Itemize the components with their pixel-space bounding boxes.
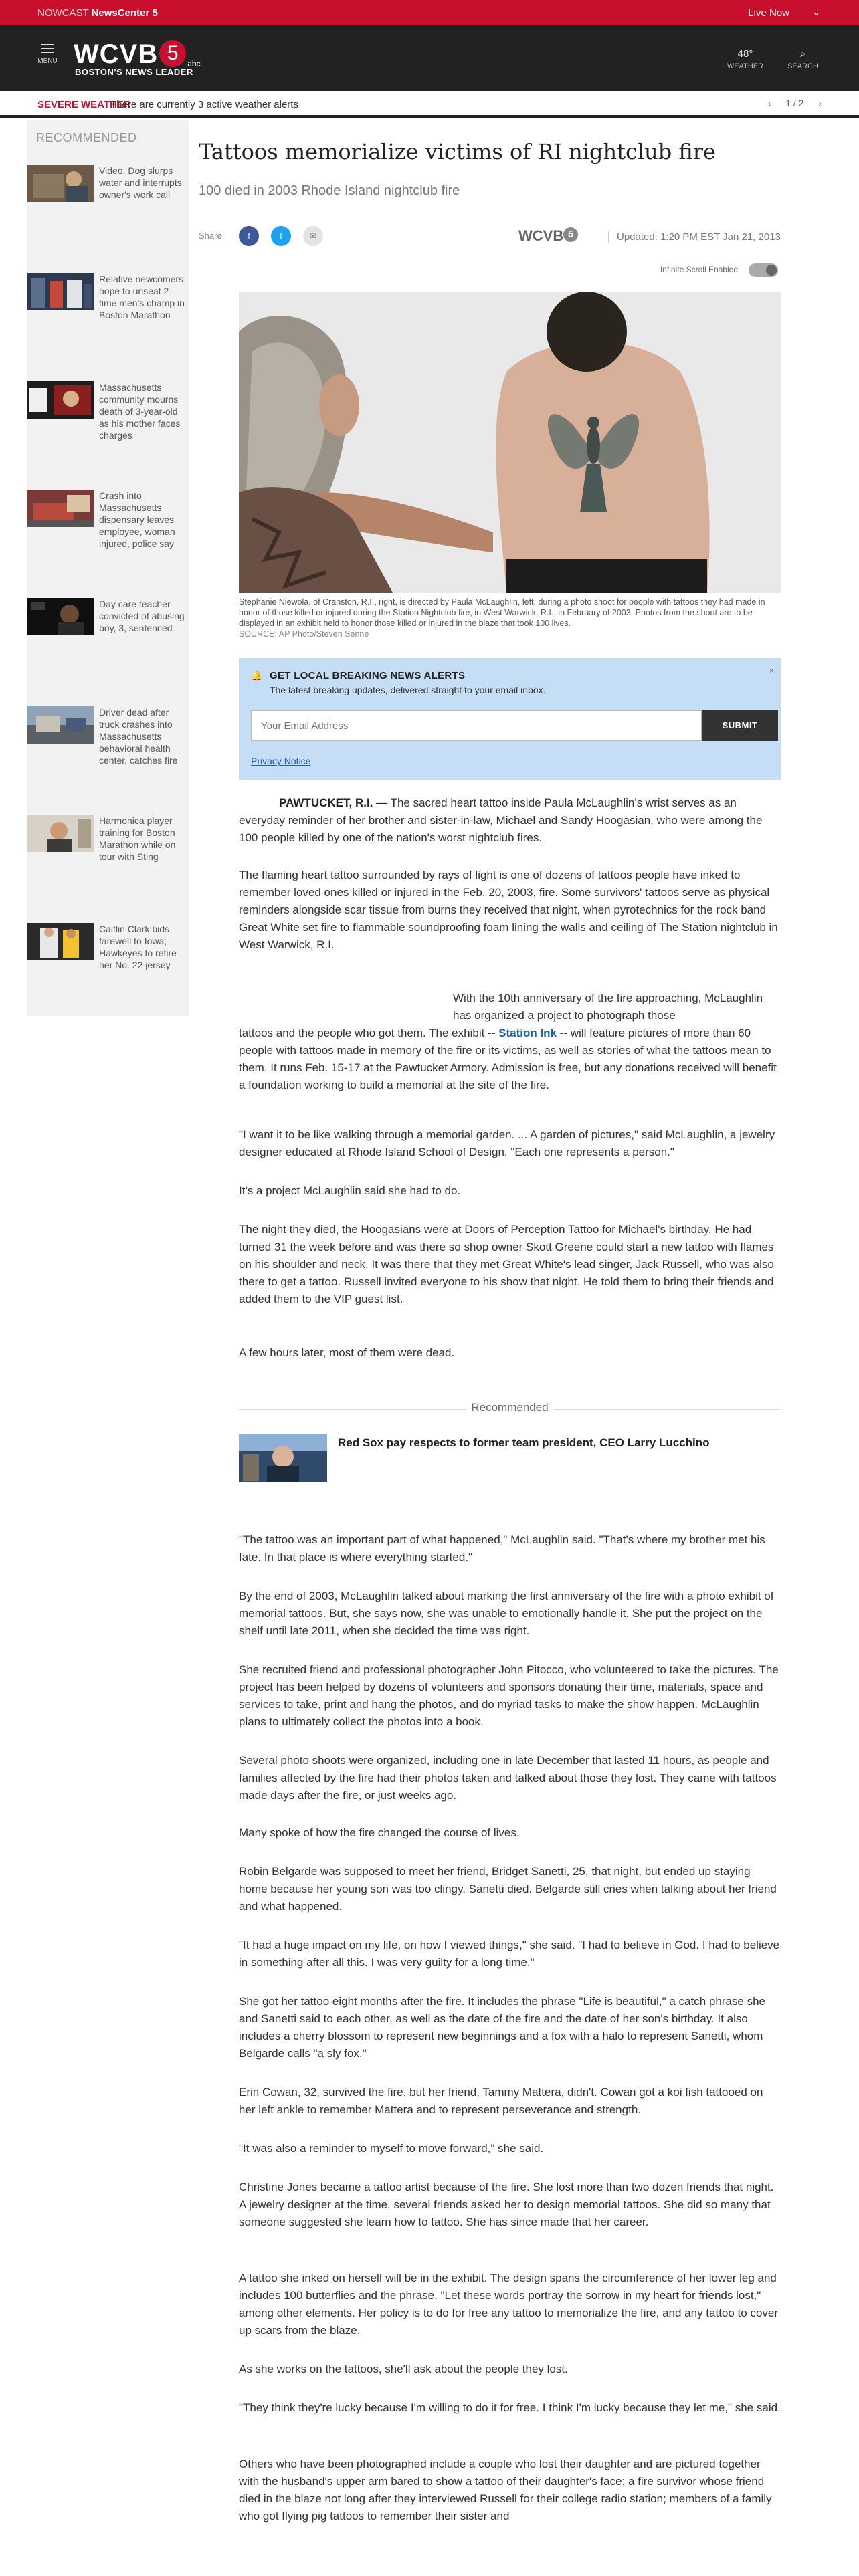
article-paragraph: A few hours later, most of them were dead. xyxy=(239,1346,455,1359)
newsletter-heading: GET LOCAL BREAKING NEWS ALERTS xyxy=(270,670,466,681)
article-photo[interactable] xyxy=(239,292,781,593)
sidebar-item[interactable] xyxy=(27,490,189,583)
source-logo-word: WCVB xyxy=(518,227,564,244)
weather-button[interactable] xyxy=(725,48,765,70)
story-thumbnail xyxy=(27,490,94,527)
sidebar-item[interactable] xyxy=(27,381,189,475)
logo-tagline: BOSTON'S NEWS LEADER xyxy=(75,67,193,77)
logo-wordmark: WCVB xyxy=(74,39,159,69)
article-paragraph: "It had a huge impact on my life, on how I viewed things," she said. "I had to believe in God. I had to believe in something after all this. I was very guilty for a long time." xyxy=(239,1939,780,1969)
article-title: Tattoos memorialize victims of RI nightclub fire xyxy=(199,139,716,165)
next-alert-button[interactable]: › xyxy=(818,98,822,108)
article-paragraph: She recruited friend and professional photographer John Pitocco, who volunteered to take the pictures. The project has been helped by dozens of volunteers and sponsors donating their time, materials, space and services to take, print and hang the photos, and do myriad tasks to make the show happen. McLaughlin plans to ultimately collect the photos into a book. xyxy=(239,1663,779,1728)
infinite-scroll-setting xyxy=(644,262,778,278)
share-label: Share xyxy=(199,231,222,241)
source-logo-five: 5 xyxy=(563,227,578,242)
article-subtitle: 100 died in 2003 Rhode Island nightclub fire xyxy=(199,183,460,198)
story-thumbnail xyxy=(27,815,94,852)
recommended-sidebar xyxy=(27,120,189,1016)
severe-weather-label: SEVERE WEATHER xyxy=(37,99,131,110)
facebook-icon[interactable]: f xyxy=(239,226,259,246)
menu-button[interactable] xyxy=(37,44,58,65)
paragraph-text: -- will feature pictures of more than 60 people with tattoos made in memory of the fire or its victims, as well as stories of what the tattoos mean to them. It runs Feb. 15-17 at the Pawtucket Armory. Admission is free, but any donations received will benefit a foundation working to build a memorial at the site of the fire. xyxy=(239,1027,777,1091)
article-paragraph xyxy=(239,990,781,1094)
article-paragraph: The night they died, the Hoogasians were at Doors of Perception Tattoo for Michael's birthday. He had turned 31 the week before and was there so shop owner Skott Greene could start a new tattoo with flames on his shoulder and neck. It was there that they met Great White's lead singer, Jack Russell, who was also there to get a tattoo. Russell invited everyone to his show that night. He told them to bring their friends and added them to the VIP guest list. xyxy=(239,1223,774,1305)
infinite-scroll-toggle[interactable] xyxy=(749,263,778,277)
sidebar-item[interactable] xyxy=(27,923,189,1016)
article-paragraph: Christine Jones became a tattoo artist because of the fire. She lost more than two dozen friends that night. A jewelry designer at the time, several friends asked her to design memorial tattoos. She did so many that someone suggested she learn how to tattoo. She has since made that her career. xyxy=(239,2181,774,2228)
sidebar-item-title: Video: Dog slurps water and interrupts owner's work call xyxy=(99,165,182,200)
prev-alert-button[interactable]: ‹ xyxy=(767,98,771,108)
story-thumbnail xyxy=(239,1434,327,1482)
weather-alert-bar xyxy=(0,91,859,118)
paragraph-text: With the 10th anniversary of the fire approaching, McLaughlin has organized a project to photograph those xyxy=(453,992,763,1022)
nowcast-label[interactable] xyxy=(37,7,158,19)
alert-pager xyxy=(756,98,822,108)
station-ink-link[interactable]: Station Ink xyxy=(498,1027,557,1039)
search-icon: ⌕ xyxy=(799,48,806,60)
article-paragraph xyxy=(239,794,781,847)
article-paragraph: "The tattoo was an important part of what happened," McLaughlin said. "That's where my brother met his fate. In that place is where everything started." xyxy=(239,1533,765,1564)
newsletter-signup xyxy=(239,658,781,780)
logo-abc: abc xyxy=(187,59,201,68)
submit-button[interactable]: SUBMIT xyxy=(702,710,778,741)
article-paragraph: Erin Cowan, 32, survived the fire, but her friend, Tammy Mattera, didn't. Cowan got a koi fish tattooed on her left ankle to remember Mattera and to represent perseverance and strength. xyxy=(239,2086,763,2116)
sidebar-item-title: Day care teacher convicted of abusing boy, 3, sentenced xyxy=(99,599,185,633)
sidebar-item-title: Driver dead after truck crashes into Massachusetts behavioral health center, catches fire xyxy=(99,707,178,766)
article-paragraph: By the end of 2003, McLaughlin talked about marking the first anniversary of the fire with a photo exhibit of memorial tattoos. But, she says now, she was unable to emotionally handle it. She put the project on the shelf until late 2011, when she decided the time was right. xyxy=(239,1590,774,1637)
sidebar-item-title: Crash into Massachusetts dispensary leaves employee, woman injured, police say xyxy=(99,490,175,549)
article-paragraph: It's a project McLaughlin said she had to do. xyxy=(239,1184,461,1197)
photo-source: SOURCE: AP Photo/Steven Senne xyxy=(239,629,369,639)
story-thumbnail xyxy=(27,165,94,202)
menu-label: MENU xyxy=(37,58,58,65)
article-paragraph: Many spoke of how the fire changed the course of lives. xyxy=(239,1826,520,1839)
story-thumbnail xyxy=(27,923,94,960)
search-button[interactable] xyxy=(783,48,823,70)
article-paragraph: Robin Belgarde was supposed to meet her friend, Bridget Sanetti, 25, that night, but ended up staying home because her young son was too clingy. Sanetti died. Belgarde still cries when talking about her friend and what happened. xyxy=(239,1865,777,1913)
nowcast-bar xyxy=(0,0,859,25)
inline-recommended-divider xyxy=(239,1401,781,1421)
inline-recommended-label: Recommended xyxy=(466,1401,553,1414)
paragraph-text-continued xyxy=(239,1025,781,1094)
hamburger-icon xyxy=(41,44,54,53)
sidebar-item[interactable] xyxy=(27,598,189,691)
search-label: SEARCH xyxy=(787,62,818,70)
paragraph-text: The sacred heart tattoo inside Paula McLaughlin's wrist serves as an everyday reminder of her brother and sister-in-law, Michael and Sandy Hoogasian, who were among the 100 people killed by one of the nation's worst nightclub fires. xyxy=(239,796,763,844)
story-thumbnail xyxy=(27,381,94,419)
sidebar-item-title: Relative newcomers hope to unseat 2-time men's champ in Boston Marathon xyxy=(99,274,185,320)
story-thumbnail xyxy=(27,706,94,744)
article-paragraph: As she works on the tattoos, she'll ask about the people they lost. xyxy=(239,2363,568,2375)
site-header xyxy=(0,25,859,91)
email-field[interactable] xyxy=(251,710,702,741)
share-bar xyxy=(199,222,781,251)
privacy-notice-link[interactable]: Privacy Notice xyxy=(251,756,311,766)
article-paragraph: Several photo shoots were organized, including one in late December that lasted 11 hours, as people and families affected by the fire had their photos taken and talked about those they lost. They came with tattoos made days after the fire, or just weeks ago. xyxy=(239,1754,777,1802)
article-paragraph: "I want it to be like walking through a memorial garden. ... A garden of pictures," said McLaughlin, a jewelry designer educated at Rhode Island School of Design. "Each one represents a person." xyxy=(239,1128,775,1158)
sidebar-heading: RECOMMENDED xyxy=(36,131,137,144)
sidebar-item-title: Caitlin Clark bids farewell to Iowa; Hawkeyes to retire her No. 22 jersey xyxy=(99,924,177,970)
sidebar-item-title: Harmonica player training for Boston Marathon while on tour with Sting xyxy=(99,815,176,862)
sidebar-item[interactable] xyxy=(27,815,189,908)
email-icon[interactable]: ✉ xyxy=(303,226,323,246)
sidebar-item[interactable] xyxy=(27,706,189,800)
alert-page-indicator: 1 / 2 xyxy=(785,98,804,108)
weather-temp: 48° xyxy=(737,48,753,60)
inline-recommended-title: Red Sox pay respects to former team president, CEO Larry Lucchino xyxy=(338,1436,710,1449)
story-thumbnail xyxy=(27,598,94,635)
weather-label: WEATHER xyxy=(727,62,764,70)
chevron-down-icon[interactable]: ⌄ xyxy=(812,7,820,17)
sidebar-item[interactable] xyxy=(27,273,189,366)
sidebar-item[interactable] xyxy=(27,165,189,258)
article-paragraph: A tattoo she inked on herself will be in the exhibit. The design spans the circumference of her lower leg and includes 100 butterflies and the phrase, "Let these words portray the sorrow in my heart for friends lost," among other elements. Her policy is to do for free any tattoo to memorialize the fire, and any tattoo to cover up scars from the blaze. xyxy=(239,2272,779,2337)
infinite-scroll-label: Infinite Scroll Enabled xyxy=(660,265,738,274)
paragraph-text: tattoos and the people who got them. The exhibit -- xyxy=(239,1027,496,1039)
dateline: PAWTUCKET, R.I. — xyxy=(279,796,388,809)
photo-caption xyxy=(239,597,781,639)
twitter-icon[interactable]: t xyxy=(271,226,291,246)
logo-channel-five: 5 xyxy=(159,40,186,67)
inline-recommended-story[interactable] xyxy=(239,1434,781,1482)
nowcast-label-text: NOWCAST xyxy=(37,7,89,19)
article-paragraph: "They think they're lucky because I'm willing to do it for free. I think I'm lucky because they let me," she said. xyxy=(239,2401,781,2414)
bell-icon: 🔔 xyxy=(251,670,263,681)
weather-alert-link[interactable]: There are currently 3 active weather alerts xyxy=(110,99,298,110)
updated-timestamp: Updated: 1:20 PM EST Jan 21, 2013 xyxy=(608,231,781,243)
article-paragraph: "It was also a reminder to myself to move forward," she said. xyxy=(239,2142,544,2155)
sidebar-item-title: Massachusetts community mourns death of 3-year-old as his mother faces charges xyxy=(99,382,181,441)
article-paragraph: The flaming heart tattoo surrounded by rays of light is one of dozens of tattoos people have inked to remember loved ones killed or injured in the Feb. 20, 2003, fire. Some survivors' tattoos serve as physical reminders alongside scar tissue from burns they received that night, when pyrotechnics for the rock band Great White set fire to flammable soundproofing foam lining the walls and ceiling of The Station nightclub in West Warwick, R.I. xyxy=(239,869,778,951)
article-paragraph: Others who have been photographed include a couple who lost their daughter and are pictured together with the husband's upper arm bared to show a tattoo of their daughter's face; a fire survivor whose friend died in the blaze not long after they interviewed Russell for their college radio station; members of a family who got flying pig tattoos to remember their sister and xyxy=(239,2458,772,2523)
source-logo xyxy=(518,227,578,245)
caption-text: Stephanie Niewola, of Cranston, R.I., right, is directed by Paula McLaughlin, left, during a photo shoot for people with tattoos they had made in honor of those killed or injured during the Station Nightclub fire, in West Warwick, R.I., in February of 2003. Photos from the shoot are to be displayed in an exhibit held to honor those killed or injured in the blaze that took 100 lives. xyxy=(239,597,765,628)
newsletter-subtext: The latest breaking updates, delivered straight to your email inbox. xyxy=(270,685,546,695)
site-logo[interactable] xyxy=(74,40,201,78)
story-thumbnail xyxy=(27,273,94,310)
close-icon[interactable]: × xyxy=(769,666,774,675)
nowcast-channel: NewsCenter 5 xyxy=(91,7,158,19)
live-now-button[interactable]: Live Now xyxy=(748,7,789,19)
article-paragraph: She got her tattoo eight months after the fire. It includes the phrase "Life is beautiful," a catch phrase she and Sanetti said to each other, as well as the date of the fire and the date of her son's birthday. It also includes a cherry blossom to represent new beginnings and a fox with a halo to represent Sanetti, whom Belgarde calls "a sly fox." xyxy=(239,1995,765,2060)
